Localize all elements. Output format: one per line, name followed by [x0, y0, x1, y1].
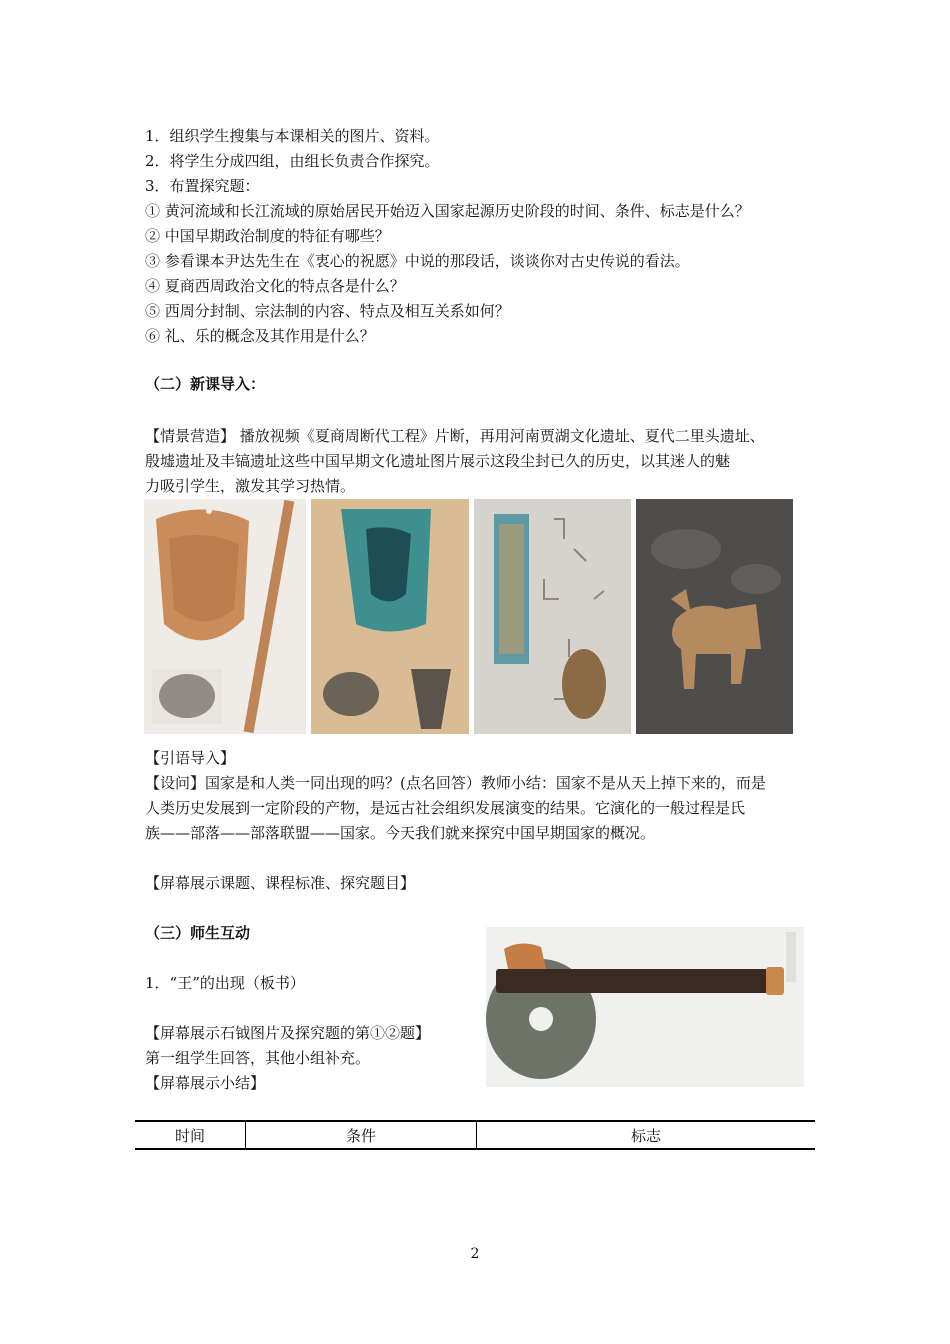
interaction-heading: （三）师生互动 — [145, 924, 251, 942]
quote-line-1: 【设问】国家是和人类一同出现的吗？(点名回答）教师小结：国家不是从天上掉下来的，而是 — [145, 774, 766, 792]
question-4: ④ 夏商西周政治文化的特点各是什么？ — [145, 277, 405, 295]
header-conditions: 条件 — [246, 1121, 477, 1149]
scene-line-1: 【情景营造】 播放视频《夏商周断代工程》片断，再用河南贾湖文化遗址、夏代二里头遗址、 — [145, 427, 765, 445]
question-2: ② 中国早期政治制度的特征有哪些？ — [145, 227, 390, 245]
summary-table — [135, 1120, 815, 1150]
scene-line-3: 力吸引学生，激发其学习热情。 — [145, 477, 356, 495]
question-3: ③ 参看课本尹达先生在《衷心的祝愿》中说的那段话，谈谈你对古史传说的看法。 — [145, 252, 690, 270]
photo-stone-yue — [486, 927, 804, 1087]
photo-erlitou-bronzes — [311, 499, 469, 734]
header-time: 时间 — [135, 1121, 246, 1149]
page-number: 2 — [470, 1246, 480, 1262]
screen-show-yue: 【屏幕展示石钺图片及探究题的第①②题】 — [145, 1024, 431, 1042]
table-header-row — [135, 1121, 815, 1149]
screen-show-summary: 【屏幕展示小结】 — [145, 1074, 266, 1092]
prep-item-2: 2．将学生分成四组，由组长负责合作探究。 — [145, 152, 440, 170]
photo-fenghao-bronze — [636, 499, 793, 734]
intro-heading: （二）新课导入： — [145, 375, 266, 393]
group-answer: 第一组学生回答，其他小组补充。 — [145, 1049, 371, 1067]
photo-yinxu-oracle — [474, 499, 631, 734]
screen-show-topics: 【屏幕展示课题、课程标准、探究题目】 — [145, 874, 416, 892]
question-1: ① 黄河流域和长江流域的原始居民开始迈入国家起源历史阶段的时间、条件、标志是什么？ — [145, 202, 750, 220]
quote-heading: 【引语导入】 — [145, 749, 236, 767]
photo-jiahu-artifacts — [144, 499, 306, 734]
quote-line-3: 族——部落——部落联盟——国家。今天我们就来探究中国早期国家的概况。 — [145, 824, 656, 842]
question-5: ⑤ 西周分封制、宗法制的内容、特点及相互关系如何？ — [145, 302, 510, 320]
prep-item-3: 3．布置探究题： — [145, 177, 260, 195]
question-6: ⑥ 礼、乐的概念及其作用是什么？ — [145, 327, 375, 345]
scene-line-2: 殷墟遗址及丰镐遗址这些中国早期文化遗址图片展示这段尘封已久的历史，以其迷人的魅 — [145, 452, 731, 470]
sub-heading-wang: 1．“王”的出现（板书） — [145, 974, 305, 992]
quote-line-2: 人类历史发展到一定阶段的产物，是远古社会组织发展演变的结果。它演化的一般过程是氏 — [145, 799, 746, 817]
prep-item-1: 1．组织学生搜集与本课相关的图片、资料。 — [145, 127, 440, 145]
header-marks: 标志 — [477, 1121, 816, 1149]
